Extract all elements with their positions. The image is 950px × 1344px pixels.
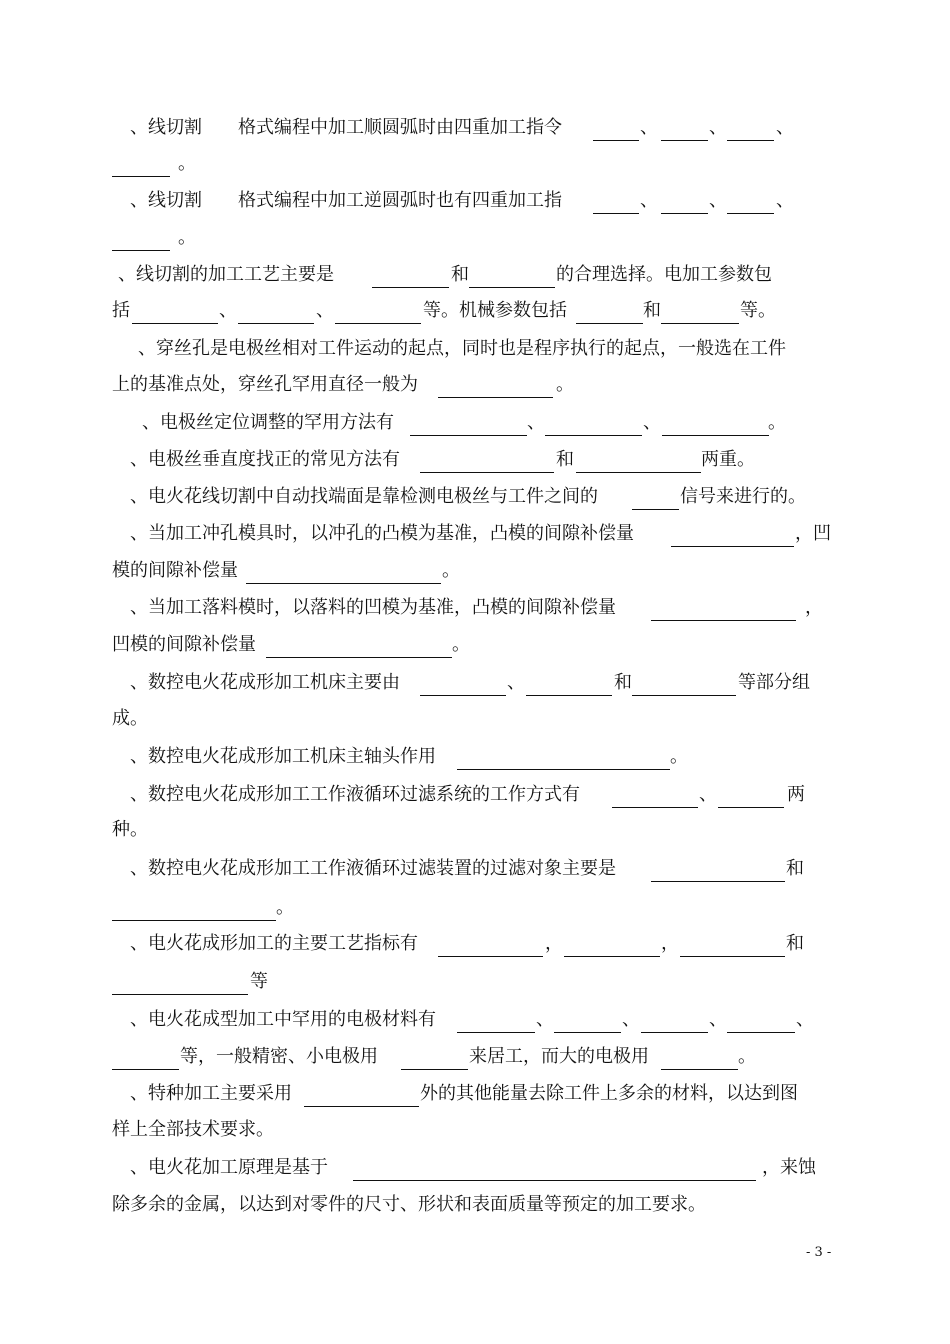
question-end: 信号来进行的。 [680,486,806,507]
question-text: 两 [787,784,805,805]
separator: 、 [640,117,658,138]
answer-blank[interactable] [469,287,555,288]
question-text: 的合理选择。电加工参数包 [556,264,772,285]
question-text: 、电火花加工原理是基于 [130,1157,328,1178]
answer-blank[interactable] [576,472,701,473]
question-text: 、电火花成形加工的主要工艺指标有 [130,933,418,954]
question-text: 种。 [112,819,148,840]
answer-blank[interactable] [112,250,170,251]
connector: 和 [614,672,632,693]
separator: 、 [640,190,658,211]
question-text: 格式编程中加工逆圆弧时也有四重加工指 [238,190,562,211]
separator: 、 [709,190,727,211]
question-text: 等，一般精密、小电极用 [180,1046,378,1067]
answer-blank[interactable] [112,920,276,921]
separator: 、 [643,412,661,433]
connector: 和 [643,300,661,321]
connector: 和 [786,858,804,879]
separator: 、 [709,117,727,138]
question-text: 、线切割的加工工艺主要是 [118,264,334,285]
separator: 、 [219,300,237,321]
question-end: 等。 [740,300,776,321]
answer-blank[interactable] [372,287,449,288]
question-end: 。 [178,227,196,248]
answer-blank[interactable] [564,956,660,957]
answer-blank[interactable] [661,323,739,324]
question-end: 。 [738,1046,756,1067]
answer-blank[interactable] [641,1032,708,1033]
answer-blank[interactable] [238,323,314,324]
separator: 、 [776,190,794,211]
answer-blank[interactable] [526,695,612,696]
answer-blank[interactable] [304,1106,419,1107]
connector: 和 [556,449,574,470]
question-text: 括 [112,300,130,321]
answer-blank[interactable] [457,769,670,770]
answer-blank[interactable] [353,1180,756,1181]
question-text: 、穿丝孔是电极丝相对工件运动的起点，同时也是程序执行的起点，一般选在工件 [138,338,786,359]
answer-blank[interactable] [727,1032,795,1033]
question-text: 、数控电火花成形加工工作液循环过滤装置的过滤对象主要是 [130,858,616,879]
question-end: 。 [670,746,688,767]
answer-blank[interactable] [420,695,506,696]
answer-blank[interactable] [671,546,794,547]
answer-blank[interactable] [112,994,248,995]
question-text: 、数控电火花成形加工工作液循环过滤系统的工作方式有 [130,784,580,805]
question-text: ，凹 [795,523,831,544]
question-text: 格式编程中加工顺圆弧时由四重加工指令 [238,117,562,138]
question-text: ，来蚀 [762,1157,816,1178]
answer-blank[interactable] [593,140,639,141]
answer-blank[interactable] [438,956,543,957]
answer-blank[interactable] [335,323,421,324]
question-text: 、线切割 [130,117,202,138]
question-end: 等 [250,971,268,992]
question-text: 、特种加工主要采用 [130,1083,292,1104]
separator: 、 [316,300,334,321]
question-end: 。 [768,412,786,433]
answer-blank[interactable] [661,1069,738,1070]
answer-blank[interactable] [266,657,452,658]
question-end: 。 [556,374,574,395]
question-end: 。 [442,560,460,581]
question-text: 样上全部技术要求。 [112,1119,274,1140]
separator: 、 [709,1009,727,1030]
answer-blank[interactable] [401,1069,468,1070]
separator: 、 [796,1009,814,1030]
question-text: 、电火花成型加工中罕用的电极材料有 [130,1009,436,1030]
question-text: 来居工，而大的电极用 [469,1046,649,1067]
answer-blank[interactable] [457,1032,535,1033]
question-end: 。 [276,897,294,918]
answer-blank[interactable] [112,176,170,177]
question-text: 、电极丝定位调整的罕用方法有 [142,412,394,433]
question-text: 等部分组 [738,672,810,693]
answer-blank[interactable] [420,472,554,473]
question-text: 、数控电火花成形加工机床主要由 [130,672,400,693]
separator: 、 [622,1009,640,1030]
question-text: 、数控电火花成形加工机床主轴头作用 [130,746,436,767]
question-text: 、当加工落料模时，以落料的凹模为基准，凸模的间隙补偿量 [130,597,616,618]
separator: ， [661,933,679,954]
answer-blank[interactable] [554,1032,621,1033]
answer-blank[interactable] [410,435,527,436]
connector: 和 [786,933,804,954]
question-text: 、电火花线切割中自动找端面是靠检测电极丝与工件之间的 [130,486,598,507]
question-text: 、线切割 [130,190,202,211]
question-text: 上的基准点处，穿丝孔罕用直径一般为 [112,374,418,395]
answer-blank[interactable] [438,397,553,398]
separator: 、 [527,412,545,433]
question-text: 凹模的间隙补偿量 [112,634,256,655]
page-number: - 3 - [806,1245,832,1260]
answer-blank[interactable] [576,323,643,324]
separator: 、 [536,1009,554,1030]
answer-blank[interactable] [661,213,708,214]
separator: 、 [507,672,525,693]
answer-blank[interactable] [727,213,774,214]
question-end: 。 [452,634,470,655]
connector: 和 [451,264,469,285]
answer-blank[interactable] [632,509,679,510]
answer-blank[interactable] [545,435,642,436]
separator: 、 [776,117,794,138]
answer-blank[interactable] [612,807,698,808]
separator: 、 [699,784,717,805]
answer-blank[interactable] [662,435,769,436]
answer-blank[interactable] [593,213,639,214]
question-end: 。 [178,153,196,174]
question-text: 外的其他能量去除工件上多余的材料，以达到图 [420,1083,798,1104]
question-text: ， [805,597,823,618]
answer-blank[interactable] [112,1069,179,1070]
answer-blank[interactable] [132,323,218,324]
question-end: 两重。 [701,449,755,470]
question-text: 成。 [112,708,148,729]
question-text: 、电极丝垂直度找正的常见方法有 [130,449,400,470]
question-text: 除多余的金属，以达到对零件的尺寸、形状和表面质量等预定的加工要求。 [112,1194,706,1215]
answer-blank[interactable] [727,140,774,141]
answer-blank[interactable] [680,956,785,957]
question-text: 等。机械参数包括 [423,300,567,321]
answer-blank[interactable] [661,140,708,141]
answer-blank[interactable] [718,807,784,808]
answer-blank[interactable] [651,620,796,621]
answer-blank[interactable] [632,695,736,696]
separator: ， [545,933,563,954]
answer-blank[interactable] [246,583,441,584]
question-text: 模的间隙补偿量 [112,560,238,581]
question-text: 、当加工冲孔模具时，以冲孔的凸模为基准，凸模的间隙补偿量 [130,523,634,544]
answer-blank[interactable] [651,881,785,882]
